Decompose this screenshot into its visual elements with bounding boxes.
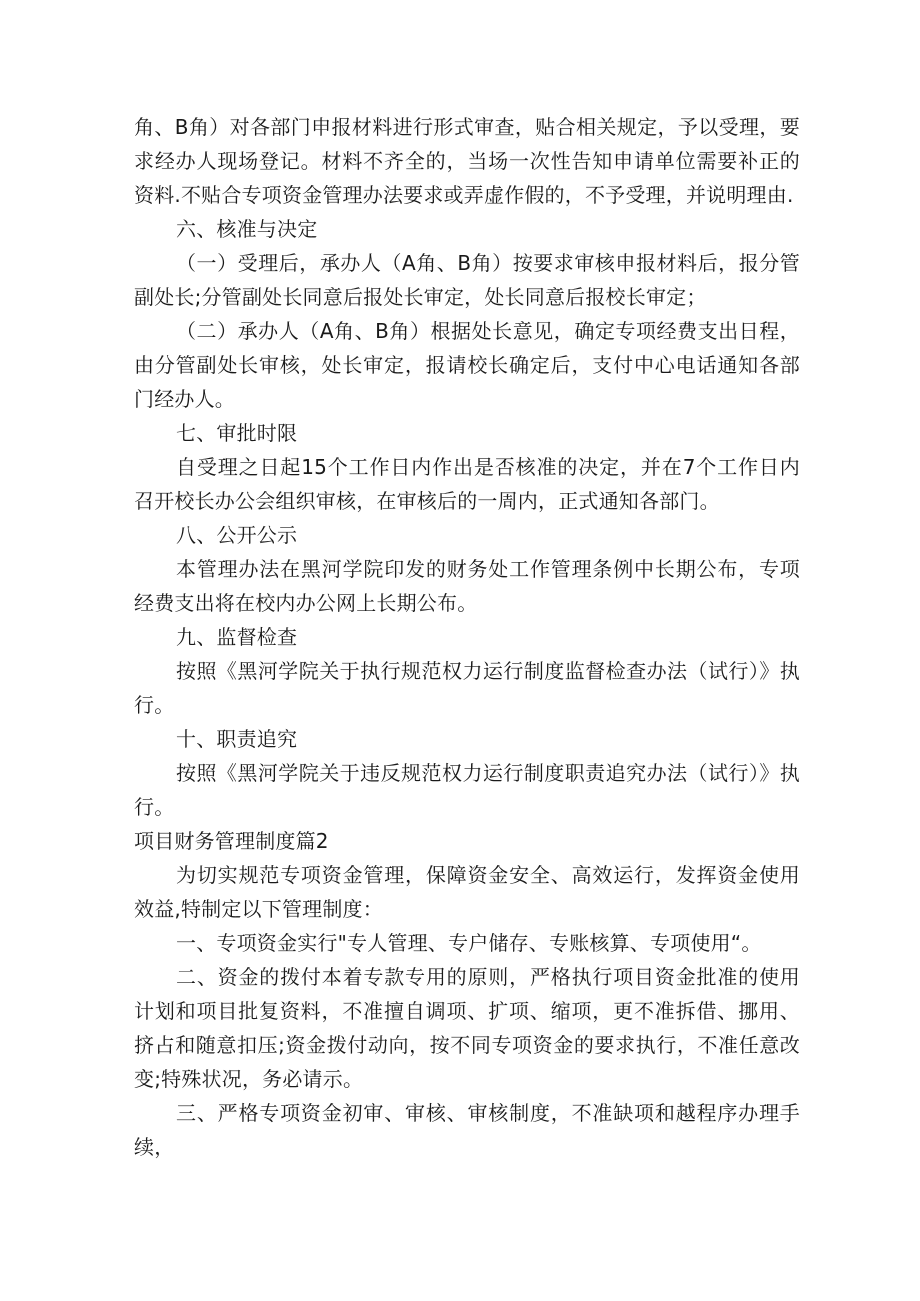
paragraph: 自受理之日起15个工作日内作出是否核准的决定，并在7个工作日内召开校长办公会组织审核，在审核后的一周内，正式通知各部门。	[134, 455, 800, 513]
section-heading: 十、职责追究	[176, 727, 298, 751]
document-section-title: 项目财务管理制度篇2	[134, 829, 329, 853]
paragraph: 为切实规范专项资金管理，保障资金安全、高效运行，发挥资金使用效益,特制定以下管理制度：	[134, 863, 800, 921]
paragraph: 按照《黑河学院关于执行规范权力运行制度监督检查办法（试行）》执行。	[134, 659, 800, 717]
section-heading: 七、审批时限	[176, 421, 298, 445]
document-body	[134, 110, 800, 1164]
paragraph: （一）受理后，承办人（A角、B角）按要求审核申报材料后，报分管副处长;分管副处长同意后报处长审定，处长同意后报校长审定；	[134, 251, 800, 309]
paragraph: 角、B角）对各部门申报材料进行形式审查，贴合相关规定，予以受理，要求经办人现场登记。材料不齐全的，当场一次性告知申请单位需要补正的资料.不贴合专项资金管理办法要求或弄虚作假的，不予受理，并说明理由.	[134, 115, 800, 207]
section-heading: 九、监督检查	[176, 625, 298, 649]
section-heading: 六、核准与决定	[176, 217, 318, 241]
paragraph: （二）承办人（A角、B角）根据处长意见，确定专项经费支出日程，由分管副处长审核，处长审定，报请校长确定后，支付中心电话通知各部门经办人。	[134, 319, 800, 411]
paragraph: 本管理办法在黑河学院印发的财务处工作管理条例中长期公布，专项经费支出将在校内办公网上长期公布。	[134, 557, 800, 615]
paragraph: 按照《黑河学院关于违反规范权力运行制度职责追究办法（试行）》执行。	[134, 761, 800, 819]
paragraph: 三、严格专项资金初审、审核、审核制度，不准缺项和越程序办理手续，	[134, 1101, 800, 1159]
section-heading: 八、公开公示	[176, 523, 298, 547]
paragraph: 二、资金的拨付本着专款专用的原则，严格执行项目资金批准的使用计划和项目批复资料，不准擅自调项、扩项、缩项，更不准拆借、挪用、挤占和随意扣压;资金拨付动向，按不同专项资金的要求执行，不准任意改变;特殊状况，务必请示。	[134, 965, 800, 1091]
paragraph: 一、专项资金实行"专人管理、专户储存、专账核算、专项使用“。	[176, 931, 762, 955]
